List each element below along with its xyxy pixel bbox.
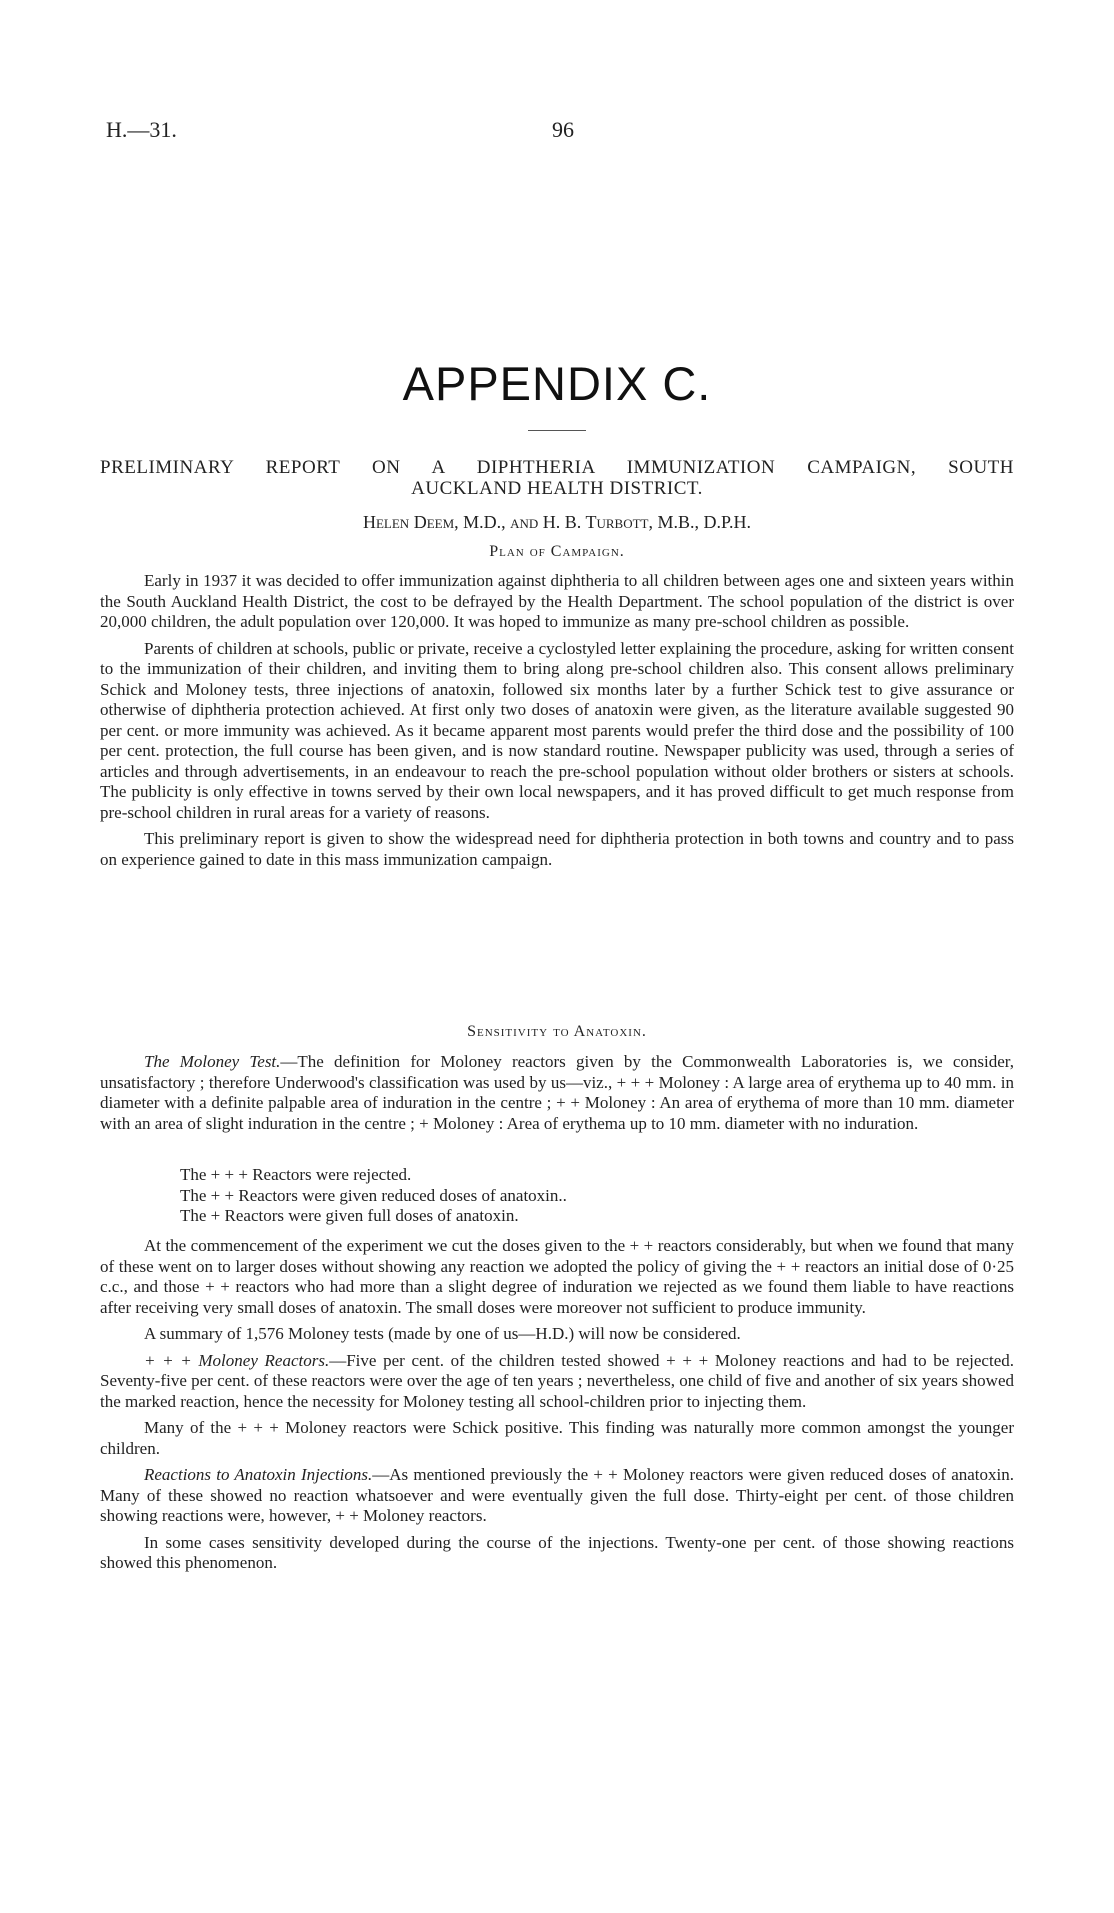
report-title (100, 457, 1014, 499)
paragraph-text: —As mentioned previously the + + Moloney reactors were given reduced doses of anatoxin. Many of these showed no reaction whatsoever and were eventually given the full dose. Thirty-eight per cent. of those children showing reactions were, however, + + Moloney reactors. (100, 1465, 1014, 1525)
paragraph-label: The Moloney Test. (144, 1052, 281, 1071)
paragraph (100, 1351, 1014, 1413)
paragraph: Early in 1937 it was decided to offer immunization against diphtheria to all children between ages one and sixteen years within the South Auckland Health District, the cost to be defrayed by the Health Department. The school population of the district is over 20,000 children, the adult population over 120,000. It was hoped to immunize as many pre-school children as possible. (100, 571, 1014, 631)
authors: Helen Deem, M.D., and H. B. Turbott, M.B., D.P.H. (362, 512, 752, 532)
paragraph-label: + + + Moloney Reactors. (144, 1350, 330, 1370)
list-item: The + + Reactors were given reduced doses of anatoxin.. (180, 1185, 567, 1205)
paragraph-text: —Five per cent. of the children tested showed + + + Moloney reactions and had to be rejected. Seventy-five per cent. of these reactors were over the age of ten years ; nevertheless, one child of five and another of six years showed the marked reaction, hence the necessity for Moloney testing all school-children prior to injecting them. (100, 1350, 1014, 1411)
appendix-title: APPENDIX C. (402, 357, 712, 410)
page-header (0, 117, 1114, 147)
paragraph: A summary of 1,576 Moloney tests (made by one of us—H.D.) will now be considered. (144, 1324, 741, 1343)
paragraph (100, 1052, 1014, 1134)
report-title-line-1: PRELIMINARY REPORT ON A DIPHTHERIA IMMUNIZATION CAMPAIGN, SOUTH (100, 457, 1014, 478)
title-rule (528, 430, 586, 431)
paragraph-label: Reactions to Anatoxin Injections. (144, 1465, 373, 1484)
list-item: The + + + Reactors were rejected. (180, 1165, 412, 1184)
moloney-test-paragraph (100, 1052, 1014, 1134)
sensitivity-section-body (100, 1236, 1014, 1574)
paragraph-text: —The definition for Moloney reactors given by the Commonwealth Laboratories is, we consider, unsatisfactory ; therefore Underwood's classification was used by us—viz., + + + Moloney : A large area of erythema up to 40 mm. in diameter with a definite palpable area of induration in the centre ; + + Moloney : An area of erythema of more than 10 mm. diameter with an area of slight induration in the centre ; + Moloney : Area of erythema up to 10 mm. diameter with no induration. (100, 1052, 1014, 1133)
paragraph: Parents of children at schools, public or private, receive a cyclostyled letter explaining the procedure, asking for written consent to the immunization of their children, and inviting them to bring along pre-school children also. This consent allows preliminary Schick and Moloney tests, three injections of anatoxin, followed six months later by a further Schick test to give assurance or otherwise of diphtheria protection achieved. At first only two doses of anatoxin were given, as the literature available suggested 90 per cent. or more immunity was achieved. As it became apparent most parents would prefer the third dose and the possibility of 100 per cent. protection, the full course has been given, and is now standard routine. Newspaper publicity was used, through a series of articles and through advertisements, in an endeavour to reach the pre-school population without older brothers or sisters at schools. The publicity is only effective in towns served by their own local newspapers, and it has proved difficult to get much response from pre-school children in rural areas for a variety of reasons. (100, 638, 1015, 822)
section-heading-plan: Plan of Campaign. (489, 543, 625, 560)
paragraph (100, 1465, 1014, 1527)
page-number: 96 (552, 117, 574, 142)
list-item: The + Reactors were given full doses of anatoxin. (180, 1206, 519, 1225)
plan-section-body (100, 571, 1014, 870)
document-reference: H.—31. (106, 117, 177, 142)
paragraph: In some cases sensitivity developed during the course of the injections. Twenty-one per cent. of those showing reactions showed this phenomenon. (100, 1532, 1014, 1572)
paragraph: This preliminary report is given to show the widespread need for diphtheria protection in both towns and country and to pass on experience gained to date in this mass immunization campaign. (100, 829, 1014, 869)
report-title-line-2: AUCKLAND HEALTH DISTRICT. (411, 478, 703, 499)
reactor-list (180, 1165, 780, 1227)
paragraph: Many of the + + + Moloney reactors were Schick positive. This finding was naturally more common amongst the younger children. (100, 1418, 1014, 1458)
paragraph: At the commencement of the experiment we cut the doses given to the + + reactors considerably, but when we found that many of these went on to larger doses without showing any reaction we adopted the policy of giving the + + reactors an initial dose of 0·25 c.c., and those + + reactors who had more than a slight degree of induration we rejected as we found them liable to have reactions after receiving very small doses of anatoxin. The small doses were moreover not sufficient to produce immunity. (100, 1236, 1014, 1317)
section-heading-sensitivity: Sensitivity to Anatoxin. (467, 1023, 647, 1040)
